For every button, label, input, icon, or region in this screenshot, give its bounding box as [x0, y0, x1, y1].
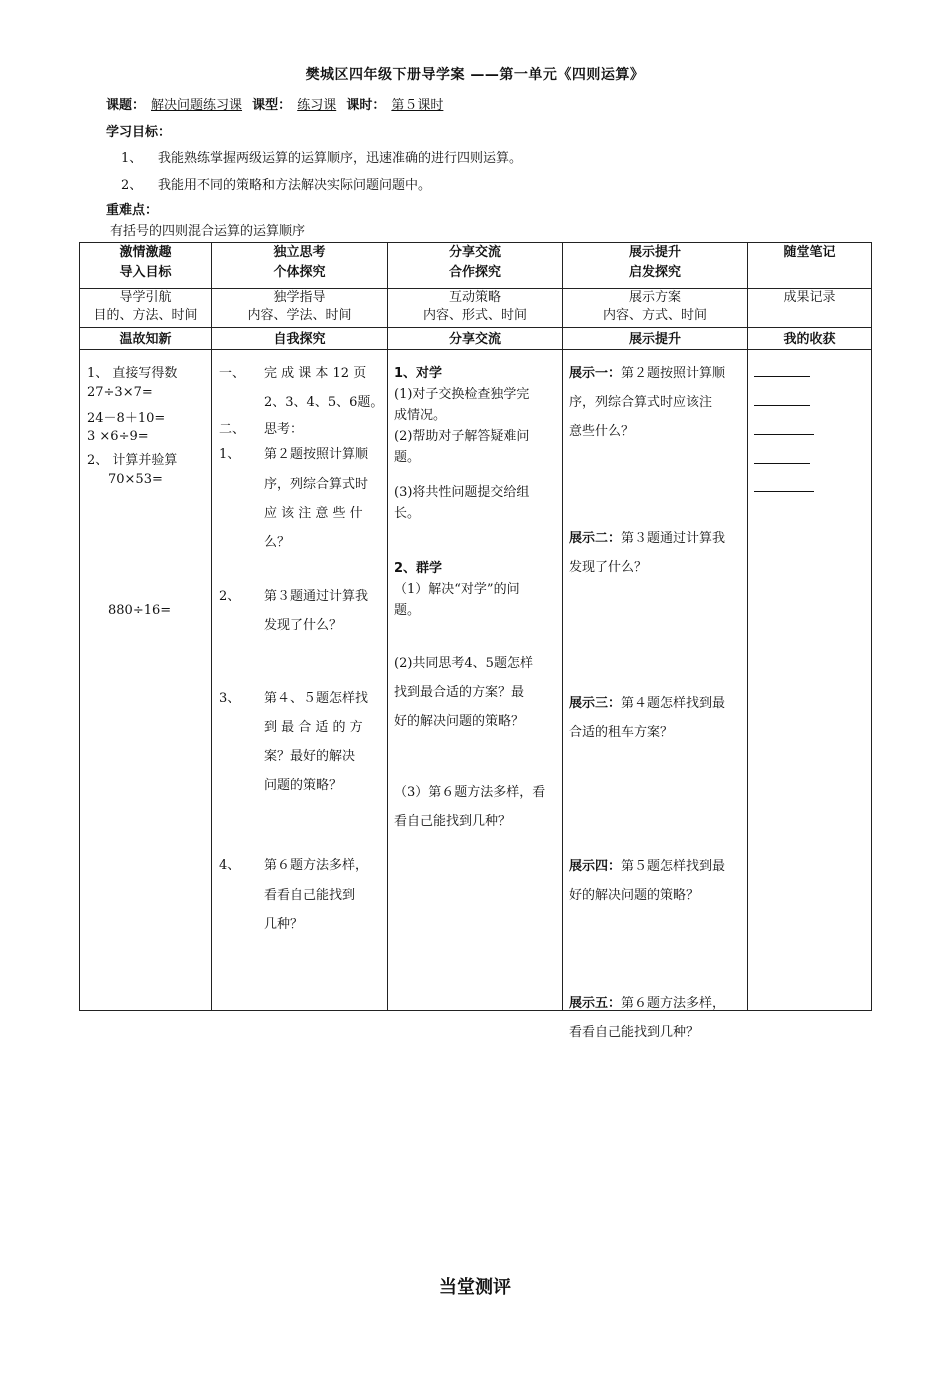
note-blank-line[interactable]: [754, 491, 814, 492]
topic-label: 课题：: [106, 98, 146, 113]
difficulty-label: 重难点：: [106, 203, 159, 218]
header-cell: 激情激趣 导入目标: [80, 243, 212, 289]
header-cell: 展示提升 启发探究: [563, 243, 748, 289]
section-cell: 展示提升: [563, 328, 748, 350]
presentation-cell: 展示一：第２题按照计算顺 序，列综合算式时应该注 意些什么？ 展示二：第３题通过计算我 发现了什么？ 展示三：第４题怎样找到最 合适的租车方案？ 展示四：第５题怎样找到最 好的解决问题的策略？ 展示五：第６题方法多样， 看看自己能找到几种？: [563, 350, 748, 1011]
topic-value: 解决问题练习课: [151, 98, 243, 113]
goal-1-number: 1、: [121, 151, 143, 166]
notes-cell: [748, 350, 872, 1011]
header-cell: 随堂笔记: [748, 243, 872, 289]
note-blank-line[interactable]: [754, 463, 810, 464]
note-blank-line[interactable]: [754, 405, 810, 406]
section-cell: 温故知新: [80, 328, 212, 350]
quiz-section-title: 当堂测评: [439, 1277, 511, 1298]
page-title: 樊城区四年级下册导学案 ——第一单元《四则运算》: [305, 67, 645, 83]
header-cell: 独立思考 个体探究: [212, 243, 388, 289]
subheader-cell: 互动策略 内容、形式、时间: [388, 289, 563, 328]
goal-2-text: 我能用不同的策略和方法解决实际问题问题中。: [158, 178, 432, 193]
section-cell: 自我探究: [212, 328, 388, 350]
note-blank-line[interactable]: [754, 434, 814, 435]
type-value: 练习课: [297, 98, 337, 113]
review-cell: 1、 直接写得数 27÷3×7= 24－8＋10= 3 ×6÷9= 2、 计算并验算 70×53= 880÷16=: [80, 350, 212, 1011]
goals-label: 学习目标：: [106, 125, 172, 140]
subheader-cell: 展示方案 内容、方式、时间: [563, 289, 748, 328]
table-subheader-row: [80, 289, 872, 328]
lesson-plan-table: [79, 242, 872, 1040]
table-body-row: [80, 350, 872, 1011]
self-study-cell: 一、 完 成 课 本 12 页 2、3、4、5、6题。 二、 思考： 1、 第２题按照计算顺 序，列综合算式时 应 该 注 意 些 什 么？ 2、 第３题通过计算我 发现了什么？ 3、 第４、５题怎样找 到 最 合 适 的 方 案？最好的解决 问题的策略？ 4、 第６题方法多样， 看看自己能找到 几种？: [212, 350, 388, 1011]
subheader-cell: 导学引航 目的、方法、时间: [80, 289, 212, 328]
table-header-row: [80, 243, 872, 289]
group-share-cell: 1、对学 (1)对子交换检查独学完 成情况。 (2)帮助对子解答疑难问 题。 (3)将共性问题提交给组 长。 2、群学 （1）解决“对学”的问 题。 (2)共同思考4、5题怎样 找到最合适的方案？最 好的解决问题的策略？ （3）第６题方法多样，看 看自己能找到几种？: [388, 350, 563, 1011]
period-label: 课时：: [346, 98, 386, 113]
subheader-cell: 成果记录: [748, 289, 872, 328]
subheader-cell: 独学指导 内容、学法、时间: [212, 289, 388, 328]
section-cell: 分享交流: [388, 328, 563, 350]
table-section-row: [80, 328, 872, 350]
type-label: 课型：: [252, 98, 292, 113]
section-cell: 我的收获: [748, 328, 872, 350]
difficulty-text: 有括号的四则混合运算的运算顺序: [110, 224, 306, 239]
lesson-meta: [106, 94, 449, 113]
header-cell: 分享交流 合作探究: [388, 243, 563, 289]
goal-1-text: 我能熟练掌握两级运算的运算顺序，迅速准确的进行四则运算。: [158, 151, 523, 166]
note-blank-line[interactable]: [754, 376, 810, 377]
period-value: 第５课时: [391, 98, 444, 113]
goal-2-number: 2、: [121, 178, 143, 193]
